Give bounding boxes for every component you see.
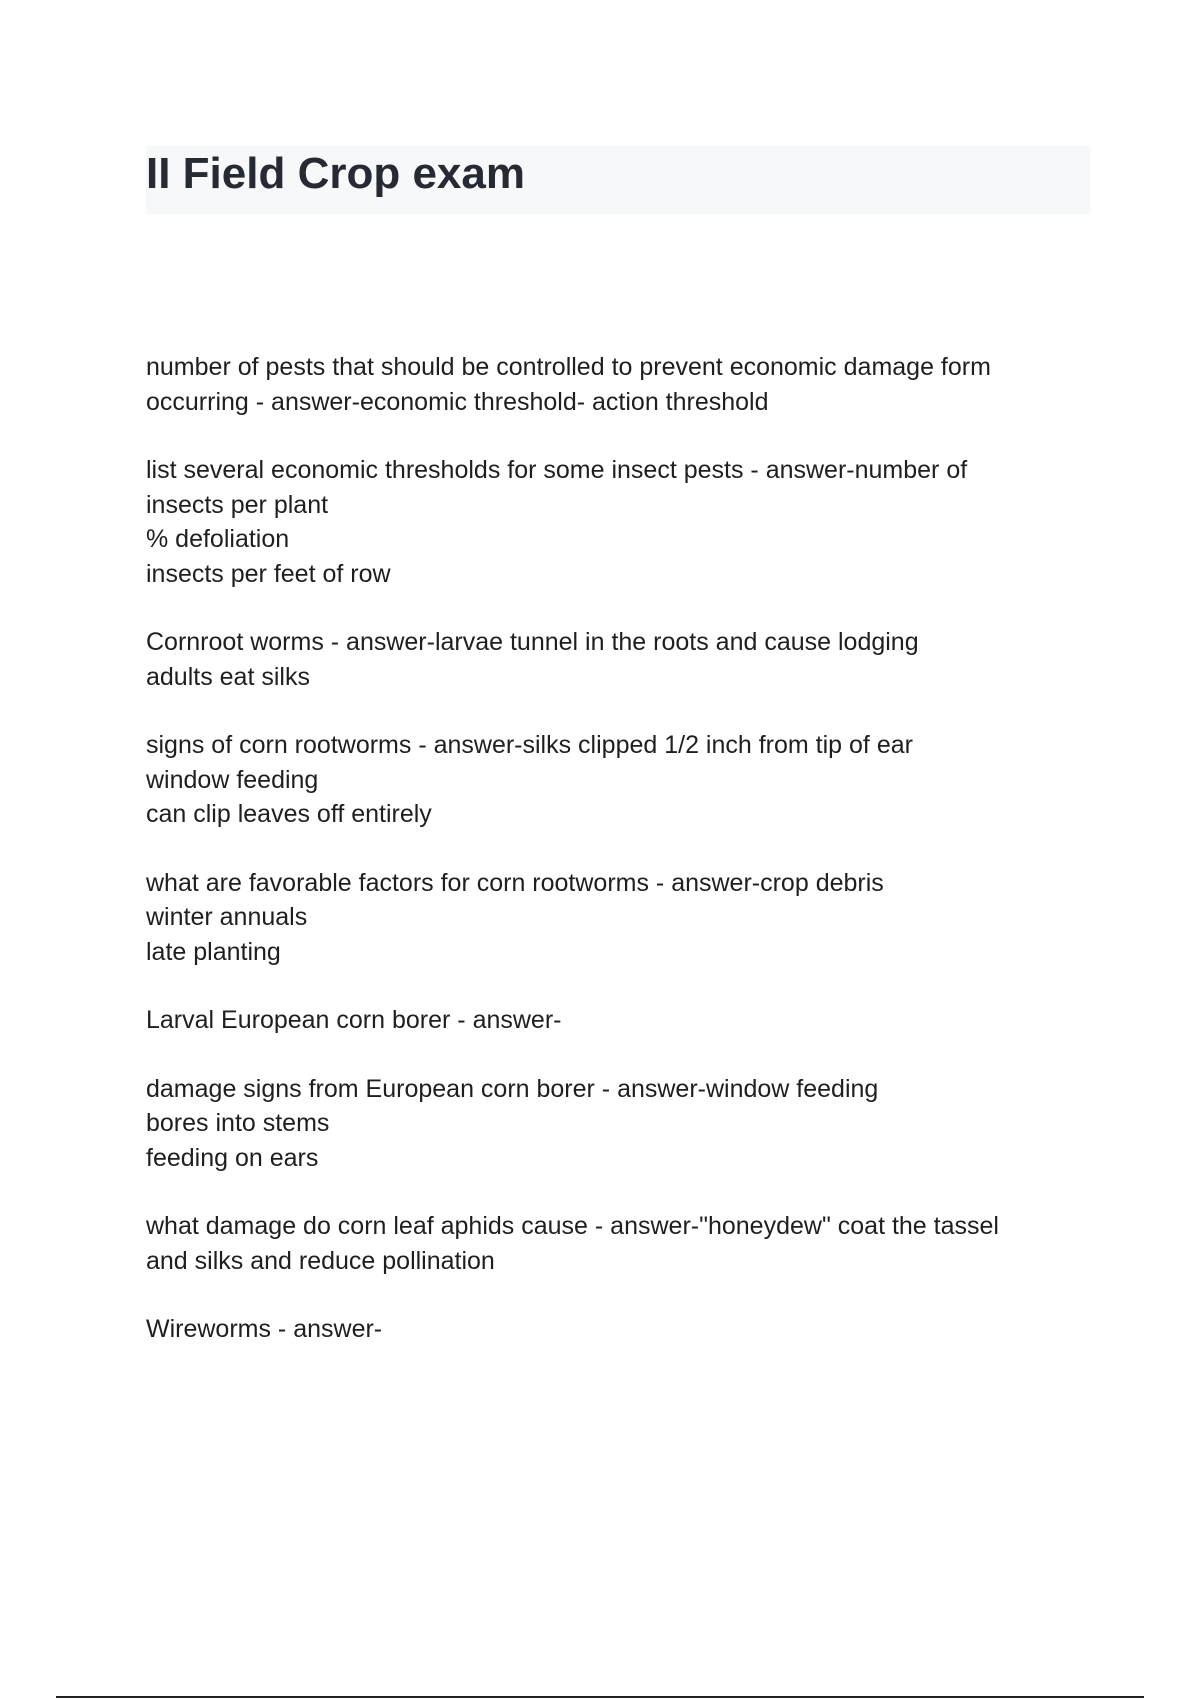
- entry-line: Wireworms - answer-: [146, 1315, 383, 1343]
- entry-line: late planting: [146, 937, 281, 966]
- qa-entry: [146, 453, 1086, 591]
- entry-line: what are favorable factors for corn rootworms - answer-crop debris: [146, 868, 884, 897]
- qa-entry: [146, 1003, 1086, 1038]
- entry-line: bores into stems: [146, 1109, 330, 1137]
- qa-entry: [146, 866, 1086, 970]
- entry-line: insects per plant: [146, 490, 329, 519]
- entry-line: damage signs from European corn borer - answer-window feeding: [146, 1074, 879, 1103]
- qa-entry: [146, 1209, 1086, 1278]
- qa-entry: [146, 728, 1086, 832]
- entry-line: and silks and reduce pollination: [146, 1246, 495, 1275]
- entry-line: can clip leaves off entirely: [146, 800, 432, 828]
- entry-line: what damage do corn leaf aphids cause - answer-"honeydew" coat the tassel: [146, 1212, 999, 1240]
- entry-line: feeding on ears: [146, 1143, 319, 1172]
- entry-line: winter annuals: [146, 903, 308, 931]
- entry-line: number of pests that should be controlled to prevent economic damage form: [146, 353, 991, 381]
- document-title: II Field Crop exam: [146, 149, 525, 198]
- qa-entry: [146, 350, 1086, 419]
- qa-entry: [146, 625, 1086, 694]
- entry-line: Larval European corn borer - answer-: [146, 1006, 562, 1034]
- entry-line: adults eat silks: [146, 662, 310, 691]
- entry-line: list several economic thresholds for some insect pests - answer-number of: [146, 456, 968, 484]
- footer-rule: [56, 1696, 1144, 1698]
- entry-line: signs of corn rootworms - answer-silks clipped 1/2 inch from tip of ear: [146, 731, 913, 759]
- entry-line: insects per feet of row: [146, 559, 391, 588]
- entry-line: % defoliation: [146, 525, 290, 553]
- entry-line: window feeding: [146, 765, 319, 794]
- entry-line: occurring - answer-economic threshold- action threshold: [146, 387, 769, 416]
- qa-entry: [146, 1312, 1086, 1347]
- entry-line: Cornroot worms - answer-larvae tunnel in the roots and cause lodging: [146, 628, 919, 656]
- qa-entry: [146, 1072, 1086, 1176]
- qa-list: [146, 350, 1086, 1381]
